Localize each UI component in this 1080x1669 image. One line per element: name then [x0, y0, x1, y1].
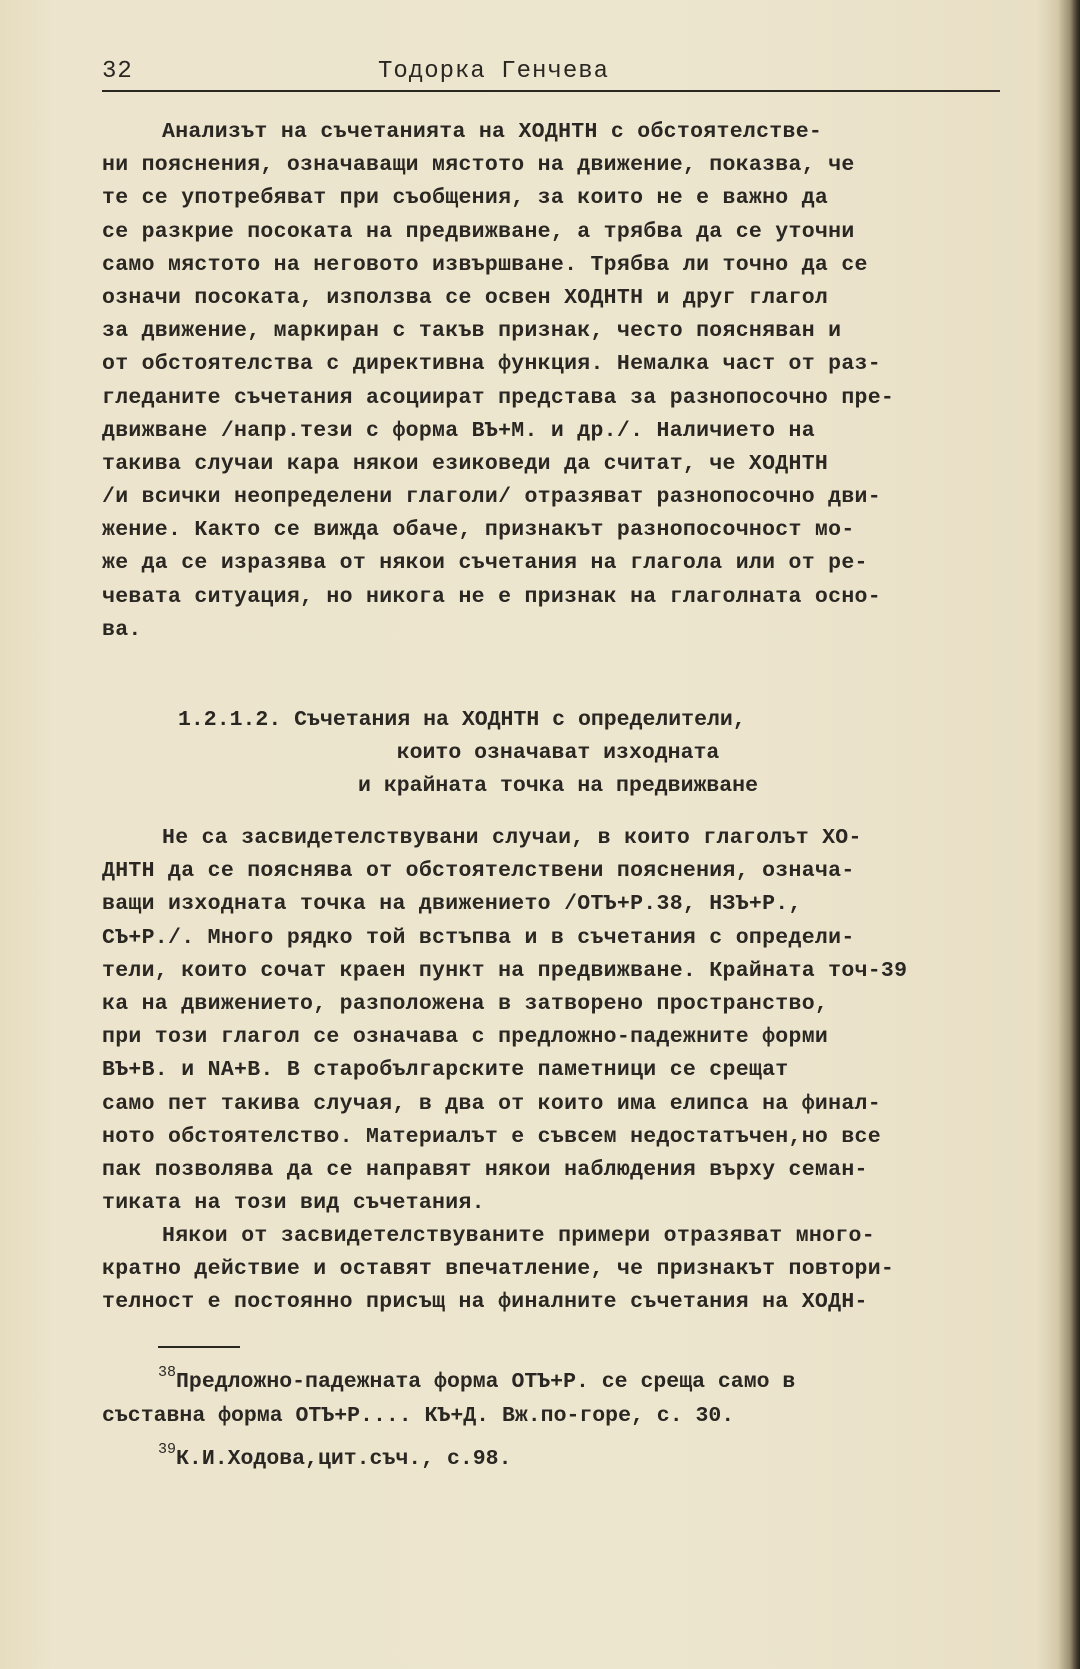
footnotes — [102, 1366, 1014, 1477]
text-line: ва. — [102, 617, 142, 642]
text-line: Анализът на съчетанията на ХОДНТН с обстоятелстве- — [162, 120, 823, 144]
footnote-mark: 38 — [158, 1364, 177, 1381]
footnote-38-cont — [102, 1400, 1014, 1433]
footnote-text: К.И.Ходова,цит.съч., с.98. — [176, 1447, 512, 1471]
text-line: ВЪ+В. и NА+В. В старобългарските паметници се срещат — [102, 1058, 789, 1083]
page-number: 32 — [102, 58, 133, 85]
text-line: за движение, маркиран с такъв признак, често поясняван и — [102, 319, 842, 344]
paragraph-2 — [102, 822, 1014, 1220]
text-line: движване /напр.тези с форма ВЪ+М. и др./. Наличието на — [102, 418, 815, 443]
text-line: чевата ситуация, но никога не е признак на глаголната осно- — [102, 584, 881, 609]
text-line: само мястото на неговото извършване. Трябва ли точно да се — [102, 252, 868, 277]
text-line: тиката на този вид съчетания. — [102, 1191, 485, 1216]
text-line: само пет такива случая, в два от които има елипса на финал- — [102, 1091, 881, 1116]
text-line: ка на движението, разположена в затворено пространство, — [102, 991, 829, 1016]
text-line: те се употребяват при съобщения, за които не е важно да — [102, 186, 829, 211]
running-head: Тодорка Генчева — [378, 58, 610, 85]
footnote-rule — [158, 1346, 240, 1348]
text-line: же да се изразява от някои съчетания на глагола или от ре- — [102, 551, 868, 576]
footnote-text: съставна форма ОТЪ+Р.... КЪ+Д. Вж.по-горе, с. 30. — [102, 1404, 735, 1428]
paragraph-1 — [102, 116, 1014, 647]
paragraph-3 — [102, 1220, 1014, 1320]
text-line: тели, които сочат краен пункт на предвижване. Крайната точ-39 — [102, 958, 908, 983]
heading-line: 1.2.1.2. Съчетания на ХОДНТН с определители, — [178, 708, 746, 732]
text-line: Не са засвидетелствувани случаи, в които глаголът ХО- — [162, 826, 862, 850]
text-line: ни пояснения, означаващи мястото на движение, показва, че — [102, 153, 855, 178]
text-line: ващи изходната точка на движението /ОТЪ+Р.38, НЗЪ+Р., — [102, 892, 802, 917]
text-line: означи посоката, използва се освен ХОДНТН и друг глагол — [102, 285, 829, 310]
heading-line: които означават изходната — [396, 741, 720, 766]
text-line: /и всички неопределени глаголи/ отразяват разнопосочно дви- — [102, 485, 881, 510]
text-line: такива случаи кара някои езиковеди да считат, че ХОДНТН — [102, 451, 829, 476]
footnote-mark: 39 — [158, 1441, 177, 1458]
footnote-39 — [102, 1443, 1014, 1477]
text-line: ното обстоятелство. Материалът е съвсем недостатъчен,но все — [102, 1124, 881, 1149]
text-line: при този глагол се означава с предложно-падежните форми — [102, 1025, 829, 1050]
text-line: пак позволява да се направят някои наблюдения върху семан- — [102, 1157, 868, 1182]
footnote-38 — [102, 1366, 1014, 1400]
text-line: жение. Както се вижда обаче, признакът разнопосочност мо- — [102, 518, 855, 543]
text-line: от обстоятелства с директивна функция. Немалка част от раз- — [102, 352, 881, 377]
text-line: телност е постоянно присъщ на финалните съчетания на ХОДН- — [102, 1290, 868, 1315]
text-line: ДНТН да се пояснява от обстоятелствени пояснения, означа- — [102, 859, 855, 884]
text-line: гледаните съчетания асоциират представа за разнопосочно пре- — [102, 385, 895, 410]
text-line: се разкрие посоката на предвижване, а трябва да се уточни — [102, 219, 855, 244]
text-line: кратно действие и оставят впечатление, че признакът повтори- — [102, 1257, 895, 1282]
page-header — [102, 56, 1000, 92]
section-heading — [102, 704, 1014, 804]
text-line: СЪ+Р./. Много рядко той встъпва и в съчетания с определи- — [102, 925, 855, 950]
text-line: Някои от засвидетелствуваните примери отразяват много- — [162, 1224, 875, 1248]
footnote-text: Предложно-падежната форма ОТЪ+Р. се среща само в — [176, 1370, 796, 1394]
heading-line: и крайната точка на предвижване — [358, 774, 758, 799]
page-edge-shadow — [1058, 0, 1080, 1669]
